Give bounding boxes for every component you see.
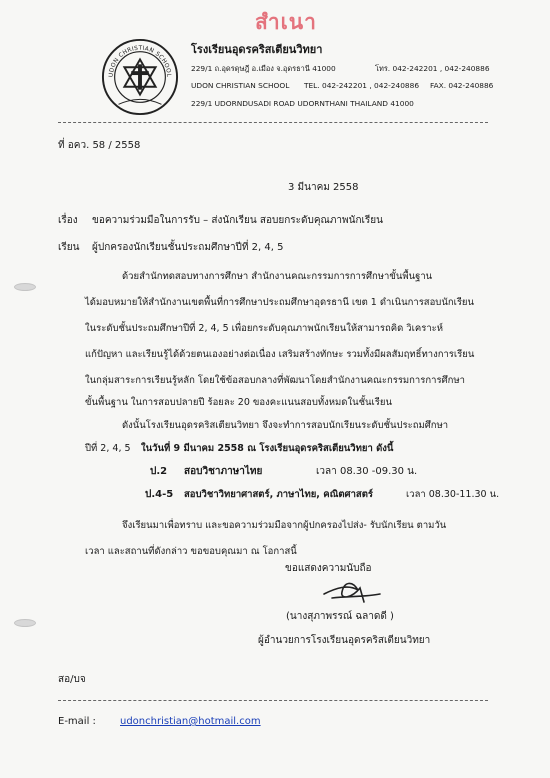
fax-english: FAX. 042-240886 xyxy=(430,81,494,90)
email-label: E-mail : xyxy=(58,716,96,727)
signer-name: (นางสุภาพรรณ์ ฉลาดดี ) xyxy=(286,611,394,622)
paragraph-line: ดังนั้นโรงเรียนอุดรคริสเตียนวิทยา จึงจะทำการสอบนักเรียนระดับชั้นประถมศึกษา xyxy=(122,420,449,431)
paragraph-line: เวลา และสถานที่ดังกล่าว ขอขอบคุณมา ณ โอกาสนี้ xyxy=(85,546,297,557)
recipient-text: ผู้ปกครองนักเรียนชั้นประถมศึกษาปีที่ 2, 4, 5 xyxy=(92,242,284,253)
exam-date-location: ในวันที่ 9 มีนาคม 2558 ณ โรงเรียนอุดรคริสเตียนวิทยา ดังนี้ xyxy=(141,443,394,454)
closing-phrase: ขอแสดงความนับถือ xyxy=(285,563,372,574)
recipient-label: เรียน xyxy=(58,242,80,253)
school-logo xyxy=(101,38,179,116)
initials: สอ/บจ xyxy=(58,674,86,685)
address-thai: 229/1 ถ.อุดรดุษฎี อ.เมือง จ.อุดรธานี 41000 xyxy=(191,64,336,73)
footer-divider xyxy=(58,700,488,701)
schedule-subject: สอบวิชาวิทยาศาสตร์, ภาษาไทย, คณิตศาสตร์ xyxy=(184,489,373,500)
binder-hole xyxy=(14,283,36,291)
signer-title: ผู้อำนวยการโรงเรียนอุดรคริสเตียนวิทยา xyxy=(258,635,431,646)
email-link[interactable]: udonchristian@hotmail.com xyxy=(120,716,261,727)
paragraph-line: ขั้นพื้นฐาน ในการสอบปลายปี ร้อยละ 20 ของคะแนนสอบทั้งหมดในชั้นเรียน xyxy=(85,397,392,408)
header-divider xyxy=(58,122,488,123)
address-english: 229/1 UDORNDUSADI ROAD UDORNTHANI THAILAND 41000 xyxy=(191,99,414,108)
paragraph-line: แก้ปัญหา และเรียนรู้ได้ด้วยตนเองอย่างต่อเนื่อง เสริมสร้างทักษะ รวมทั้งมีผลสัมฤทธิ์ทางการเรียน xyxy=(85,349,475,360)
paragraph-line: ได้มอบหมายให้สำนักงานเขตพื้นที่การศึกษาประถมศึกษาอุดรธานี เขต 1 ดำเนินการสอบนักเรียน xyxy=(85,297,474,308)
schedule-subject: สอบวิชาภาษาไทย xyxy=(184,466,263,477)
paragraph-line: ในระดับชั้นประถมศึกษาปีที่ 2, 4, 5 เพื่อยกระดับคุณภาพนักเรียนให้สามารถคิด วิเคราะห์ xyxy=(85,323,444,334)
phone-thai: โทร. 042-242201 , 042-240886 xyxy=(375,64,490,73)
signature xyxy=(318,576,386,604)
binder-hole xyxy=(14,619,36,627)
logo-text: UDON CHRISTIAN SCHOOL xyxy=(108,45,172,78)
letter-date: 3 มีนาคม 2558 xyxy=(288,182,359,193)
schedule-grade: ป.4-5 xyxy=(145,489,174,500)
subject-label: เรื่อง xyxy=(58,215,78,226)
paragraph-line: ด้วยสำนักทดสอบทางการศึกษา สำนักงานคณะกรรมการการศึกษาขั้นพื้นฐาน xyxy=(122,271,433,282)
tel-english: TEL. 042-242201 , 042-240886 xyxy=(304,81,420,90)
schedule-grade: ป.2 xyxy=(150,466,168,477)
schedule-time: เวลา 08.30-11.30 น. xyxy=(406,489,500,500)
copy-stamp: สำเนา xyxy=(255,10,317,34)
school-name-english: UDON CHRISTIAN SCHOOL xyxy=(191,81,290,90)
grade-list: ปีที่ 2, 4, 5 xyxy=(85,443,131,454)
subject-text: ขอความร่วมมือในการรับ – ส่งนักเรียน สอบยกระดับคุณภาพนักเรียน xyxy=(92,215,384,226)
paragraph-line: ในกลุ่มสาระการเรียนรู้หลัก โดยใช้ข้อสอบกลางที่พัฒนาโดยสำนักงานคณะกรรมการการศึกษา xyxy=(85,375,465,386)
school-name-thai: โรงเรียนอุดรคริสเตียนวิทยา xyxy=(191,43,323,56)
paragraph-line: จึงเรียนมาเพื่อทราบ และขอความร่วมมือจากผู้ปกครองไปส่ง- รับนักเรียน ตามวัน xyxy=(122,520,447,531)
reference-number: ที่ อคว. 58 / 2558 xyxy=(58,140,141,151)
schedule-time: เวลา 08.30 -09.30 น. xyxy=(316,466,418,477)
